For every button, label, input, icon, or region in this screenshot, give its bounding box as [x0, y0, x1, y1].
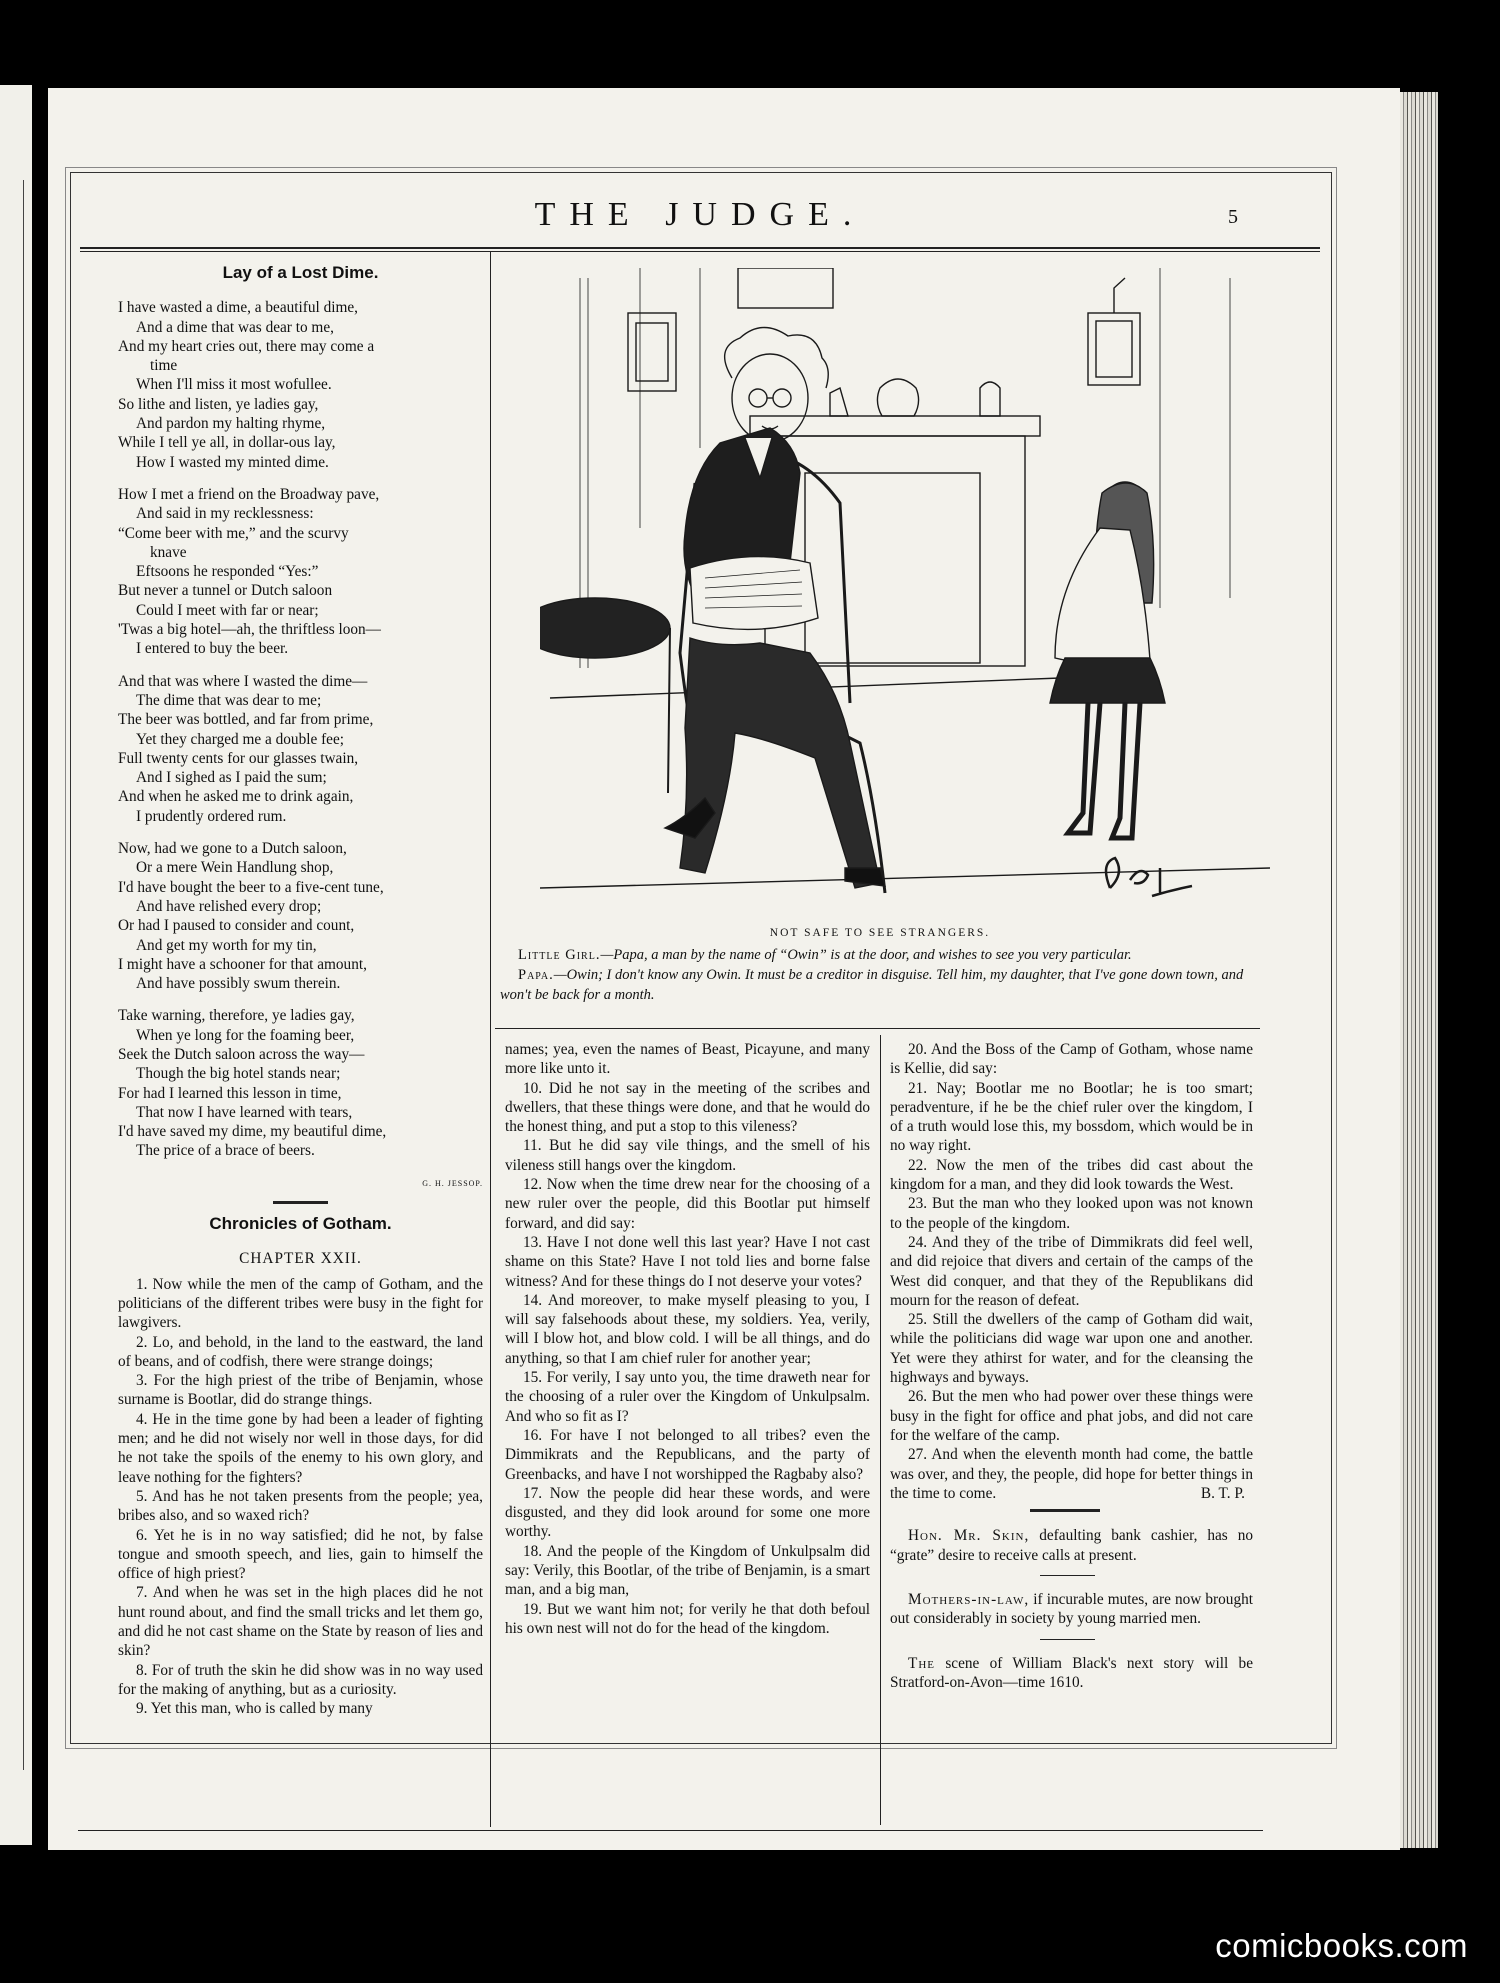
poem-line: Take warning, therefore, ye ladies gay,	[118, 1007, 355, 1025]
poem-line: “Come beer with me,” and the scurvy	[118, 524, 349, 542]
chronicle-verse: 27. And when the eleventh month had come, the battle was over, and they, the people, did hope for better things in the time to come.	[890, 1446, 1253, 1502]
caption-text-papa: —Owin; I don't know any Owin. It must be a creditor in disguise. Tell him, my daughter, that I've gone down town, and won't be back for a month.	[500, 967, 1244, 1003]
poem-line: And that was where I wasted the dime—	[118, 672, 368, 690]
column-right	[890, 1040, 1253, 1692]
cartoon-illustration	[540, 268, 1270, 920]
facing-page-edge	[0, 85, 32, 1845]
poem-line: I have wasted a dime, a beautiful dime,	[118, 299, 358, 317]
chronicle-verse: 20. And the Boss of the Camp of Gotham, whose name is Kellie, did say:	[890, 1041, 1253, 1078]
chronicle-verse: 5. And has he not taken presents from the people; yea, bribes also, and so waxed rich?	[118, 1487, 483, 1525]
caption-rule	[495, 1028, 1260, 1029]
chronicle-verse: 12. Now when the time drew near for the choosing of a new ruler over the people, did this Bootlar put himself forward, and did say:	[505, 1176, 870, 1232]
poem-line: And a dime that was dear to me,	[136, 318, 334, 336]
poem-line: The dime that was dear to me;	[136, 691, 322, 709]
caption-text-girl: —Papa, a man by the name of “Owin” is at the door, and wishes to see you very particular.	[600, 947, 1132, 963]
poem-line: I prudently ordered rum.	[136, 807, 287, 825]
poem-line: I entered to buy the beer.	[136, 640, 289, 658]
poem-line: So lithe and listen, ye ladies gay,	[118, 395, 319, 413]
poem-line: And I sighed as I paid the sum;	[136, 769, 327, 787]
chronicles-signature: B. T. P.	[1200, 1485, 1245, 1503]
poem-stanza	[118, 672, 483, 826]
poem-line: For had I learned this lesson in time,	[118, 1084, 342, 1102]
poem-line: I'd have saved my dime, my beautiful dime,	[118, 1123, 387, 1141]
note-mil-text: if incurable mutes, are now brought out considerably in society by young married men.	[890, 1591, 1253, 1628]
column-rule-2	[880, 1035, 881, 1825]
poem-line: Eftsoons he responded “Yes:”	[136, 563, 319, 581]
poem-stanza	[118, 1006, 483, 1160]
note-black-text: scene of William Black's next story will be Stratford-on-Avon—time 1610.	[890, 1654, 1253, 1691]
caption-line-papa	[500, 965, 1260, 1005]
book-edge	[1400, 92, 1438, 1848]
chronicle-verse: 11. But he did say vile things, and the smell of his vileness still hangs over the kingdom.	[505, 1137, 870, 1174]
poem-line: And get my worth for my tin,	[136, 936, 317, 954]
poem-line: While I tell ye all, in dollar-ous lay,	[118, 434, 336, 452]
poem-line: And have relished every drop;	[136, 897, 322, 915]
caption-speaker-girl: Little Girl.	[518, 947, 601, 963]
chronicle-verse: 14. And moreover, to make myself pleasing to you, I will say falsehoods about these, my soldiers. Yea, verily, will I blow hot, and blow cold. I will be all things, and do anything, so that I am chief ruler for another year;	[505, 1291, 870, 1367]
chronicle-verse: 17. Now the people did hear these words, and were disgusted, and they did look around for some one more worthy.	[505, 1484, 870, 1541]
chronicle-verse: 10. Did he not say in the meeting of the scribes and dwellers, that these things were done, and that he would do the honest thing, and put a stop to this vileness?	[505, 1079, 870, 1136]
poem-line: knave	[150, 543, 187, 561]
poem-line: Now, had we gone to a Dutch saloon,	[118, 840, 347, 858]
chronicles-col2	[505, 1040, 870, 1638]
chronicle-verse: 3. For the high priest of the tribe of Benjamin, whose surname is Bootlar, did do strange things.	[118, 1372, 483, 1409]
section-divider	[273, 1201, 328, 1204]
poem-line: Seek the Dutch saloon across the way—	[118, 1045, 365, 1063]
chronicle-verse: 4. He in the time gone by had been a leader of fighting men; and he did not wisely nor well in those days, for did he not take the spoils of the enemy to his own glory, and leave nothing for the fighters?	[118, 1410, 483, 1486]
poem-line: How I wasted my minted dime.	[136, 453, 329, 471]
poem-line: Or a mere Wein Handlung shop,	[136, 859, 334, 877]
divider	[1030, 1509, 1100, 1512]
chronicle-verse: 7. And when he was set in the high places did he not hunt round about, and find the small tricks and let them go, and did he not cast shame on the State by reason of lies and skin?	[118, 1584, 483, 1660]
poem-line: That now I have learned with tears,	[136, 1103, 353, 1121]
column-rule	[490, 252, 491, 1827]
chapter-heading: CHAPTER XXII.	[239, 1250, 362, 1268]
poem-line: When ye long for the foaming beer,	[136, 1026, 355, 1044]
divider	[1040, 1575, 1095, 1576]
poem-line: Though the big hotel stands near;	[136, 1065, 341, 1083]
bottom-rule	[78, 1830, 1263, 1831]
poem-line: Full twenty cents for our glasses twain,	[118, 749, 359, 767]
artist-signature: Dal	[1180, 828, 1182, 829]
poem-line: Could I meet with far or near;	[136, 601, 319, 619]
poem-line: And pardon my halting rhyme,	[136, 415, 326, 433]
chronicle-verse: 1. Now while the men of the camp of Gotham, and the politicians of the different tribes were busy in the fight for lawgivers.	[118, 1275, 483, 1332]
poem-line: How I met a friend on the Broadway pave,	[118, 485, 380, 503]
poem-line: The price of a brace of beers.	[136, 1142, 315, 1160]
chronicle-verse: 13. Have I not done well this last year? Have I not cast shame on this State? Have I not told lies and borne false witness? And for these things do I not deserve your votes?	[505, 1233, 870, 1290]
chronicles-col1	[118, 1275, 483, 1719]
poem-line: 'Twas a big hotel—ah, the thriftless loon—	[118, 621, 381, 639]
column-middle	[505, 1040, 870, 1638]
watermark: comicbooks.com	[1215, 1927, 1468, 1964]
poem-body	[118, 298, 483, 1160]
chronicles-title: Chronicles of Gotham.	[209, 1214, 392, 1234]
chronicle-verse: 8. For of truth the skin he did show was in no way used for the making of anything, but as a curiosity.	[118, 1661, 483, 1698]
chronicle-verse: 23. But the man who they looked upon was not known to the people of the kingdom.	[890, 1195, 1253, 1232]
poem-line: Or had I paused to consider and count,	[118, 917, 355, 935]
poem-signature: G. H. JESSOP.	[422, 1178, 483, 1188]
poem-line: I might have a schooner for that amount,	[118, 955, 367, 973]
column-left	[118, 255, 483, 1718]
caption-title: NOT SAFE TO SEE STRANGERS.	[769, 927, 991, 939]
chronicle-verse: 25. Still the dwellers of the camp of Gotham did wait, while the politicians did wage war upon one and another. Yet were they athirst for water, and for the cleansing the highways and byways.	[890, 1311, 1253, 1387]
note-skin-lead: Hon. Mr. Skin,	[908, 1527, 1030, 1545]
poem-line: The beer was bottled, and far from prime,	[118, 711, 374, 729]
chronicle-verse: 21. Nay; Bootlar me no Bootlar; he is too smart; peradventure, if he be the chief ruler over the kingdom, I of a truth would lose this, my bossdom, which would be in no way right.	[890, 1079, 1253, 1155]
poem-line: And my heart cries out, there may come a	[118, 337, 375, 355]
chronicle-verse: 6. Yet he is in no way satisfied; did he not, by false tongue and smooth speech, and lies, gain to himself the office of high priest?	[118, 1526, 483, 1583]
chronicle-verse: 26. But the men who had power over these things were busy in the fight for office and phat jobs, and did not care for the welfare of the camp.	[890, 1388, 1253, 1444]
chronicle-verse: 9. Yet this man, who is called by many	[136, 1700, 373, 1718]
poem-stanza	[118, 485, 483, 659]
masthead-title: THE JUDGE.	[534, 196, 866, 233]
poem-line: But never a tunnel or Dutch saloon	[118, 582, 333, 600]
note-mothers-in-law	[890, 1590, 1253, 1629]
poem-stanza	[118, 839, 483, 993]
poem-line: Yet they charged me a double fee;	[136, 730, 345, 748]
poem-line: When I'll miss it most wofullee.	[136, 376, 332, 394]
masthead-rule	[80, 247, 1320, 252]
cartoon-caption	[500, 923, 1260, 1005]
chronicle-verse: 15. For verily, I say unto you, the time draweth near for the choosing of a ruler over the Kingdom of Unkulpsalm. And who so fit as I?	[505, 1369, 870, 1425]
chronicle-verse: 24. And they of the tribe of Dimmikrats did feel well, and did rejoice that divers and certain of the camps of the West did conquer, and that they of the Republikans did mourn for the reason of defeat.	[890, 1233, 1253, 1309]
poem-stanza	[118, 298, 483, 472]
chronicle-verse: 16. For have I not belonged to all tribes? even the Dimmikrats and the Republicans, and the party of Greenbacks, and have I not worshipped the Ragbaby also?	[505, 1426, 870, 1483]
chronicle-verse: 2. Lo, and behold, in the land to the eastward, the land of beans, and of codfish, there were strange doings;	[118, 1333, 483, 1370]
chronicle-verse: 22. Now the men of the tribes did cast about the kingdom for a man, and they did look towards the West.	[890, 1156, 1253, 1194]
chronicle-verse: names; yea, even the names of Beast, Picayune, and many more like unto it.	[505, 1041, 870, 1078]
poem-line: And said in my recklessness:	[136, 505, 314, 523]
divider	[1040, 1639, 1095, 1640]
poem-line: I'd have bought the beer to a five-cent tune,	[118, 878, 384, 896]
poem-line: And when he asked me to drink again,	[118, 788, 354, 806]
note-skin	[890, 1526, 1253, 1565]
chronicle-verse: 19. But we want him not; for verily he that doth befoul his own nest will not do for the head of the kingdom.	[505, 1600, 870, 1637]
page-number: 5	[1228, 206, 1238, 228]
caption-line-girl	[500, 945, 1260, 965]
poem-title: Lay of a Lost Dime.	[222, 263, 379, 282]
caption-speaker-papa: Papa.	[518, 967, 554, 983]
note-william-black	[890, 1654, 1253, 1693]
note-skin-text: defaulting bank cashier, has no “grate” desire to receive calls at present.	[890, 1527, 1253, 1564]
chronicles-col3	[890, 1040, 1253, 1503]
note-black-lead: The	[908, 1654, 936, 1672]
poem-line: time	[150, 357, 178, 375]
poem-line: And have possibly swum therein.	[136, 975, 341, 993]
note-mil-lead: Mothers-in-law,	[908, 1591, 1030, 1609]
chronicle-verse: 18. And the people of the Kingdom of Unkulpsalm did say: Verily, this Bootlar, of the tribe of Benjamin, is a smart man, and a big man,	[505, 1542, 870, 1599]
